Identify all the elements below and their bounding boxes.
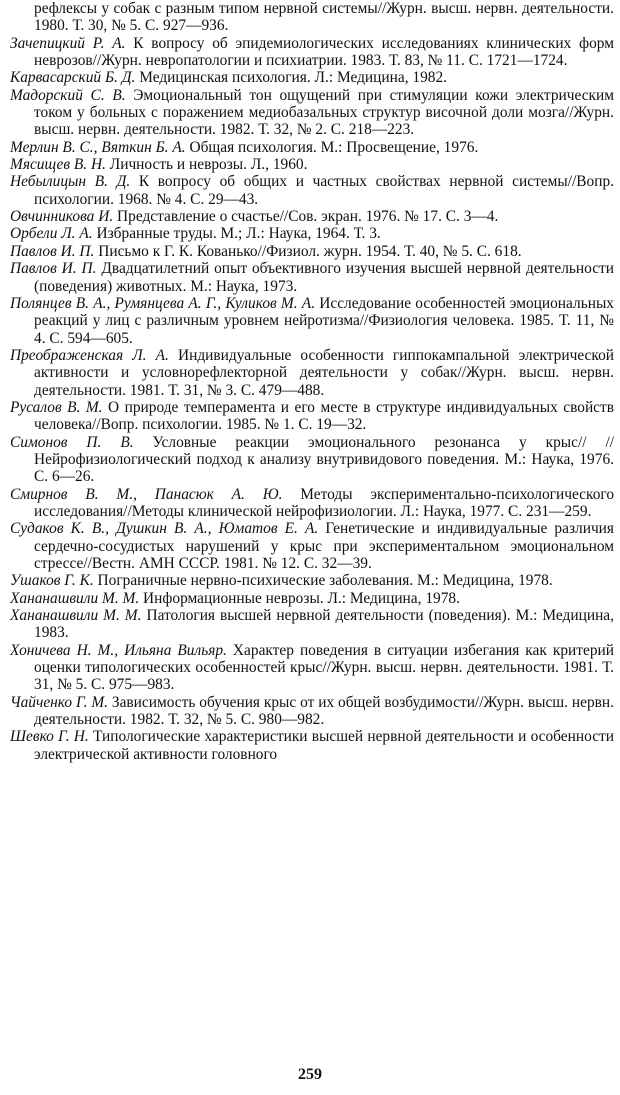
reference-author: Преображенская Л. А.	[10, 346, 169, 364]
reference-text: Двадцатилетний опыт объективного изучения высшей нервной деятельности (поведения) животных. М.: Наука, 1973.	[34, 260, 614, 295]
reference-entry	[10, 208, 614, 225]
reference-entry	[10, 642, 614, 694]
reference-entry	[10, 260, 614, 295]
reference-text: Медицинская психология. Л.: Медицина, 1982.	[135, 69, 448, 87]
reference-text: рефлексы у собак с разным типом нервной системы//Журн. высш. нервн. деятельности. 1980. Т. 30, № 5. С. 927—936.	[34, 0, 614, 35]
reference-author: Павлов И. П.	[10, 260, 97, 278]
reference-entry	[10, 295, 614, 347]
reference-text: Общая психология. М.: Просвещение, 1976.	[185, 138, 479, 156]
page-number: 259	[298, 1066, 322, 1083]
reference-entry	[10, 347, 614, 399]
reference-author: Ушаков Г. К.	[10, 572, 94, 590]
reference-author: Чайченко Г. М.	[10, 693, 108, 711]
reference-entry	[10, 486, 614, 521]
reference-text: Избранные труды. М.; Л.: Наука, 1964. Т. 3.	[92, 225, 381, 243]
reference-text: Патология высшей нервной деятельности (поведения). М.: Медицина, 1983.	[34, 607, 614, 642]
reference-author: Павлов И. П.	[10, 242, 95, 260]
reference-author: Мясищев В. Н.	[10, 156, 106, 174]
reference-entry	[10, 173, 614, 208]
reference-author: Мерлин В. С., Вяткин Б. А.	[10, 138, 186, 156]
reference-text: Пограничные нервно-психические заболевания. М.: Медицина, 1978.	[93, 572, 553, 590]
reference-entry	[10, 156, 614, 173]
reference-author: Орбели Л. А.	[10, 225, 93, 243]
reference-author: Русалов В. М.	[10, 398, 103, 416]
reference-entry	[10, 399, 614, 434]
reference-entry	[10, 69, 614, 86]
reference-entry	[10, 225, 614, 242]
reference-entry	[10, 520, 614, 572]
reference-author: Симонов П. В.	[10, 433, 134, 451]
reference-author: Карвасарский Б. Д.	[10, 69, 136, 87]
reference-entry	[10, 590, 614, 607]
reference-entry	[10, 694, 614, 729]
reference-text: Типологические характеристики высшей нервной деятельности и особенности электрической активности головного	[34, 728, 614, 763]
reference-author: Хоничева Н. М., Ильяна Вильяр.	[10, 641, 227, 659]
reference-author: Полянцев В. А., Румянцева А. Г., Куликов М. А.	[10, 294, 316, 312]
reference-text: Характер поведения в ситуации избегания как критерий оценки типологических особенностей крыс//Журн. высш. нервн. деятельности. 1981. Т. 31, № 5. С. 975—983.	[34, 641, 614, 694]
reference-author: Зачепицкий Р. А.	[10, 34, 126, 52]
reference-text: К вопросу об общих и частных свойствах нервной системы//Вопр. психологии. 1968. № 4. С. 29—43.	[34, 173, 614, 208]
reference-author: Мадорский С. В.	[10, 86, 126, 104]
reference-entry	[10, 243, 614, 260]
reference-author: Шевко Г. Н.	[10, 728, 89, 746]
reference-text: Индивидуальные особенности гиппокампальной электрической активности и условнорефлекторной деятельности у собак//Журн. высш. нервн. деятельности. 1981. Т. 31, № 3. С. 479—488.	[34, 346, 614, 399]
reference-author: Небылицын В. Д.	[10, 173, 131, 191]
reference-text: Методы экспериментально-психологического исследования//Методы клинической нейрофизиологии. Л.: Наука, 1977. С. 231—259.	[34, 485, 615, 520]
reference-text: Зависимость обучения крыс от их общей возбудимости//Журн. высш. нервн. деятельности. 1982. Т. 32, № 5. С. 980—982.	[34, 693, 614, 729]
reference-author: Хананашвили М. М.	[10, 607, 142, 625]
reference-text: Письмо к Г. К. Кованько//Физиол. журн. 1954. Т. 40, № 5. С. 618.	[94, 242, 522, 260]
reference-text: Условные реакции эмоционального резонанса у крыс// //Нейрофизиологический подход к анализу внутривидового поведения. М.: Наука, 1976. С. 6—26.	[34, 433, 614, 486]
reference-entry	[10, 728, 614, 763]
reference-text: Эмоциональный тон ощущений при стимуляции кожи электрическим током у больных с поражением медиобазальных структур височной доли мозга//Журн. высш. нервн. деятельности. 1982. Т. 32, № 2. С. 218—223.	[34, 86, 615, 139]
reference-text: К вопросу об эпидемиологических исследованиях клинических форм неврозов//Журн. невропатологии и психиатрии. 1983. Т. 83, № 11. С. 1721—1724.	[34, 34, 614, 70]
reference-author: Смирнов В. М., Панасюк А. Ю.	[10, 485, 283, 503]
reference-text: Представление о счастье//Сов. экран. 1976. № 17. С. 3—4.	[113, 208, 499, 226]
reference-entry	[10, 35, 614, 70]
reference-entry	[10, 0, 614, 35]
reference-entry	[10, 607, 614, 642]
reference-entry	[10, 434, 614, 486]
reference-entry	[10, 139, 614, 156]
reference-text: Исследование особенностей эмоциональных реакций у лиц с различным уровнем нейротизма//Физиология человека. 1985. Т. 11, № 4. С. 594—605.	[34, 294, 614, 347]
reference-author: Хананашвили М. М.	[10, 589, 140, 607]
reference-entry	[10, 87, 614, 139]
reference-list	[10, 0, 614, 763]
reference-entry	[10, 572, 614, 589]
reference-author: Судаков К. В., Душкин В. А., Юматов Е. А.	[10, 520, 319, 538]
reference-text: Личность и неврозы. Л., 1960.	[105, 156, 308, 174]
reference-text: Генетические и индивидуальные различия сердечно-сосудистых нарушений у крыс при экспериментальном эмоциональном стрессе//Вестн. АМН СССР. 1981. № 12. С. 32—39.	[34, 520, 614, 572]
reference-text: Информационные неврозы. Л.: Медицина, 1978.	[139, 589, 460, 607]
reference-text: О природе темперамента и его месте в структуре индивидуальных свойств человека//Вопр. психологии. 1985. № 1. С. 19—32.	[34, 398, 615, 434]
reference-author: Овчинникова И.	[10, 208, 114, 226]
